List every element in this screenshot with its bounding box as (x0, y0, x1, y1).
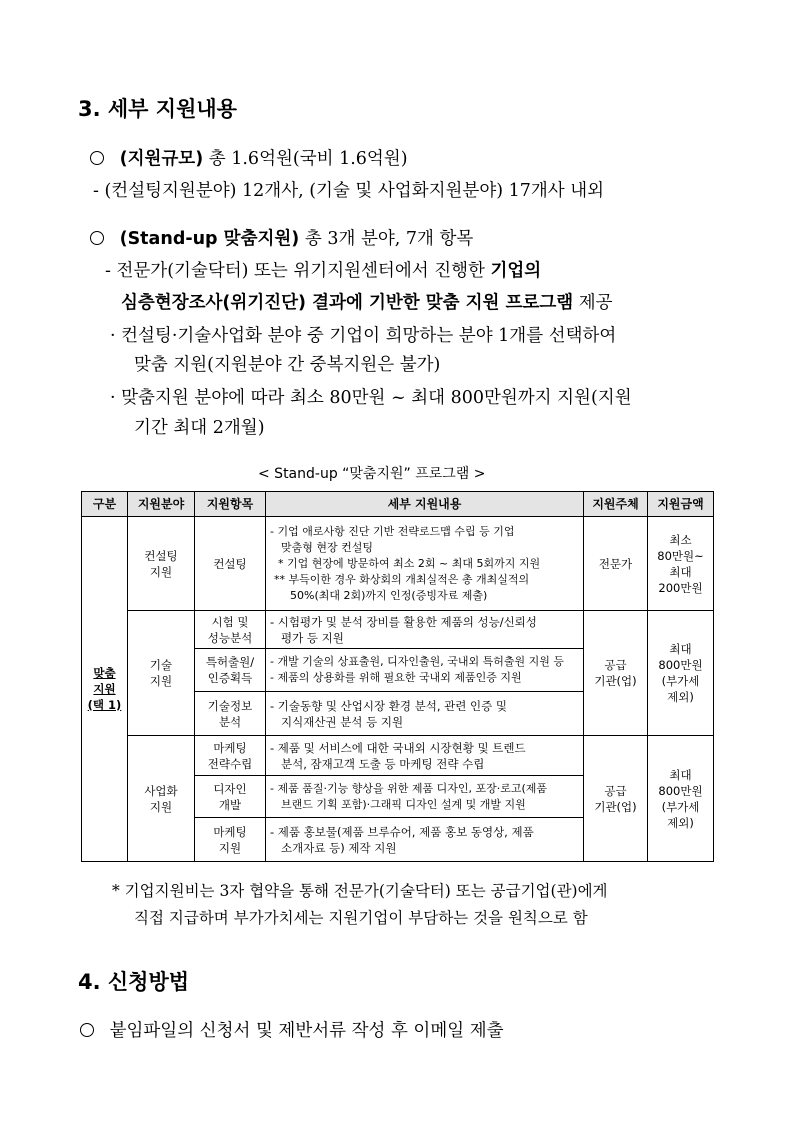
tech-detail3-b: 지식재산권 분석 등 지원 (281, 714, 404, 729)
program-line1-text: - 전문가(기술닥터) 또는 위기지원센터에서 진행한 (105, 261, 491, 281)
tech-amt3: (부가세 (661, 674, 700, 688)
consult-area-2: 지원 (149, 564, 173, 579)
table-row (82, 517, 714, 611)
biz-detail3-a: - 제품 홍보물(제품 브루슈어, 제품 홍보 동영상, 제품 (270, 824, 534, 839)
circle-bullet-icon (90, 151, 104, 165)
tech-detail3 (266, 692, 584, 736)
tech-amt1: 최대 (669, 642, 692, 656)
consult-amt4: 200만원 (658, 580, 703, 595)
note-line-b: 직접 지급하며 부가가치세는 지원기업이 부담하는 것을 원칙으로 함 (134, 909, 588, 927)
tech-provider (584, 611, 648, 736)
consult-d2: 맞춤형 현장 컨설팅 (281, 540, 374, 554)
section-4-title: 4. 신청방법 (78, 970, 190, 994)
biz-item1-b: 전략수립 (207, 756, 253, 771)
scale-label: (지원규모) (119, 149, 204, 169)
biz-item3 (195, 818, 266, 862)
biz-detail3 (266, 818, 584, 862)
biz-item1-a: 마케팅 (213, 740, 247, 755)
biz-item3-b: 지원 (218, 840, 242, 855)
header-category: 구분 (82, 492, 128, 517)
table-header-row (82, 492, 714, 517)
header-item: 지원항목 (195, 492, 266, 517)
program-line2-tail: 제공 (573, 293, 613, 313)
biz-item3-a: 마케팅 (213, 824, 247, 839)
biz-area (128, 736, 195, 862)
tech-item2-b: 인증획득 (207, 671, 253, 685)
biz-detail1-a: - 제품 및 서비스에 대한 국내외 시장현황 및 트렌드 (270, 740, 526, 755)
consult-amount (648, 517, 714, 611)
program-text: 총 3개 분야, 7개 항목 (299, 229, 474, 249)
tech-provider-1: 공급 (604, 658, 627, 672)
group-cell (82, 517, 128, 862)
biz-amt2: 800만원 (658, 783, 703, 798)
tech-item3-b: 분석 (218, 714, 242, 729)
biz-amt4: 제외) (667, 815, 694, 830)
program-line1 (105, 257, 541, 282)
consult-amt1: 최소 (669, 532, 692, 547)
header-provider: 지원주체 (584, 492, 648, 517)
section-4-item (80, 1017, 504, 1042)
tech-detail1-b: 평가 등 지원 (281, 630, 344, 645)
tech-detail2-a: - 개발 기술의 상표출원, 디자인출원, 국내외 특허출원 지원 등 (270, 655, 564, 668)
tech-item1 (195, 611, 266, 649)
tech-item1-a: 시험 및 (211, 614, 249, 629)
program-line2-bold: 심층현장조사(위기진단) 결과에 기반한 맞춤 지원 프로그램 (121, 293, 574, 313)
tech-item2 (195, 649, 266, 692)
header-area: 지원분야 (128, 492, 195, 517)
biz-amount (648, 736, 714, 862)
consult-item: 컨설팅 (195, 517, 266, 611)
note-line-a: * 기업지원비는 3자 협약을 통해 전문가(기술닥터) 또는 공급기업(관)에게 (112, 882, 608, 900)
consult-d4: ** 부득이한 경우 화상회의 개최실적은 총 개최실적의 (274, 572, 530, 586)
tech-item2-a: 특허출원/ (205, 655, 255, 669)
table-row (82, 736, 714, 776)
tech-detail2 (266, 649, 584, 692)
program-table (81, 491, 714, 862)
biz-provider-2: 기관(업) (594, 799, 637, 814)
tech-amt4: 제외) (667, 690, 694, 704)
biz-item2-a: 디자인 (213, 781, 247, 796)
consult-area-1: 컨설팅 (144, 548, 178, 563)
section-4-item-text: 붙임파일의 신청서 및 제반서류 작성 후 이메일 제출 (109, 1021, 504, 1041)
consult-detail (266, 517, 584, 611)
consult-amt2: 80만원~ (657, 548, 704, 563)
group-line2: 지원 (93, 682, 116, 696)
consult-amt3: 최대 (669, 564, 692, 579)
tech-amt2: 800만원 (658, 658, 703, 672)
dot1-line-a: · 컨설팅·기술사업화 분야 중 기업이 희망하는 분야 1개를 선택하여 (110, 326, 617, 346)
header-detail: 세부 지원내용 (266, 492, 584, 517)
biz-provider-1: 공급 (604, 783, 627, 798)
tech-detail2-b: - 제품의 상용화를 위해 필요한 국내외 제품인증 지원 (270, 671, 522, 684)
table-caption: < Stand-up “맞춤지원” 프로그램 > (258, 466, 486, 482)
biz-detail3-b: 소개자료 등) 제작 지원 (281, 840, 397, 855)
dot2-line-a: · 맞춤지원 분야에 따라 최소 80만원 ~ 최대 800만원까지 지원(지원 (110, 388, 632, 408)
biz-provider (584, 736, 648, 862)
table-row (82, 611, 714, 649)
group-line1: 맞춤 (93, 666, 116, 680)
biz-item2 (195, 776, 266, 818)
consult-area (128, 517, 195, 611)
biz-area-1: 사업화 (144, 783, 178, 798)
scale-sub: - (컨설팅지원분야) 12개사, (기술 및 사업화지원분야) 17개사 내외 (93, 181, 605, 201)
consult-d1: - 기업 애로사항 진단 기반 전략로드맵 수립 등 기업 (270, 524, 515, 538)
biz-area-2: 지원 (149, 799, 173, 814)
tech-area-2: 지원 (149, 674, 173, 688)
circle-bullet-icon (90, 231, 104, 245)
biz-detail2 (266, 776, 584, 818)
tech-area (128, 611, 195, 736)
header-amount: 지원금액 (648, 492, 714, 517)
tech-amount (648, 611, 714, 736)
dot1-line-b: 맞춤 지원(지원분야 간 중복지원은 불가) (134, 355, 441, 375)
biz-item2-b: 개발 (218, 797, 242, 812)
program-line1-bold: 기업의 (490, 261, 542, 281)
tech-detail1-a: - 시험평가 및 분석 장비를 활용한 제품의 성능/신뢰성 (270, 614, 537, 629)
consult-provider: 전문가 (584, 517, 648, 611)
group-line3: (택 1) (87, 698, 122, 712)
program-line (90, 225, 473, 250)
section-3-title: 3. 세부 지원내용 (78, 97, 237, 121)
biz-detail2-a: - 제품 품질·기능 향상을 위한 제품 디자인, 포장·로고(제품 (270, 781, 547, 795)
tech-detail3-a: - 기술동향 및 산업시장 환경 분석, 관련 인증 및 (270, 698, 508, 713)
consult-d5: 50%(최대 2회)까지 인정(증빙자료 제출) (290, 588, 488, 602)
tech-item3-a: 기술정보 (207, 698, 253, 713)
biz-amt1: 최대 (669, 767, 692, 782)
biz-detail2-b: 브랜드 기획 포함)·그래픽 디자인 설계 및 개발 지원 (281, 797, 526, 811)
program-line2 (121, 289, 613, 314)
circle-bullet-icon (80, 1023, 94, 1037)
tech-item1-b: 성능분석 (207, 630, 253, 645)
biz-amt3: (부가세 (661, 799, 700, 814)
consult-d3: * 기업 현장에 방문하여 최소 2회 ~ 최대 5회까지 지원 (278, 556, 541, 570)
scale-line (90, 145, 408, 170)
dot2-line-b: 기간 최대 2개월) (134, 418, 265, 438)
tech-provider-2: 기관(업) (594, 674, 637, 688)
tech-detail1 (266, 611, 584, 649)
biz-detail1 (266, 736, 584, 776)
program-label: (Stand-up 맞춤지원) (119, 229, 300, 249)
tech-item3 (195, 692, 266, 736)
biz-detail1-b: 분석, 잠재고객 도출 등 마케팅 전략 수립 (281, 756, 485, 771)
biz-item1 (195, 736, 266, 776)
tech-area-1: 기술 (149, 658, 173, 672)
scale-text: 총 1.6억원(국비 1.6억원) (203, 149, 408, 169)
